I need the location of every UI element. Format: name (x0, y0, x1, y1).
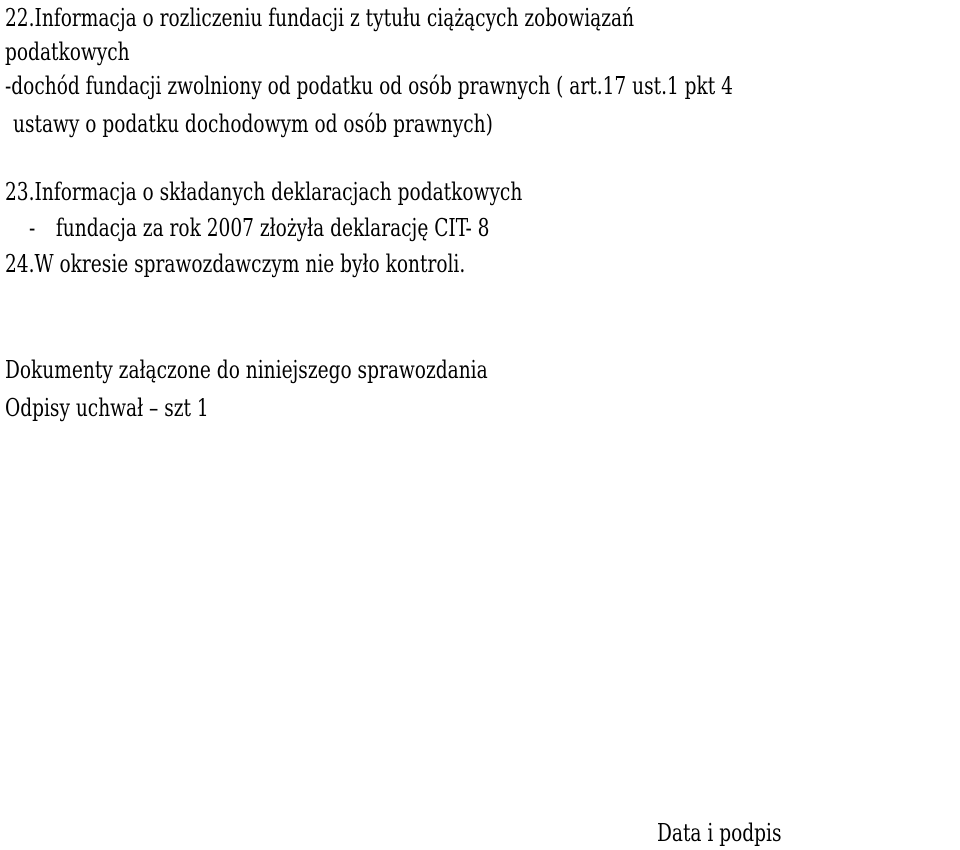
section-22-heading-line-2: podatkowych (5, 38, 130, 66)
attachments-heading: Dokumenty załączone do niniejszego sprawozdania (5, 356, 488, 384)
section-22-body-line-1: -dochód fundacji zwolniony od podatku od osób prawnych ( art.17 ust.1 pkt 4 (5, 72, 733, 100)
section-23-bullet-line (29, 216, 489, 240)
section-23-bullet: - (29, 214, 36, 242)
signature-label: Data i podpis (657, 819, 782, 847)
section-22-body-line-2: ustawy o podatku dochodowym od osób prawnych) (13, 110, 493, 138)
section-24-text: 24.W okresie sprawozdawczym nie było kontroli. (5, 250, 466, 278)
attachments-item: Odpisy uchwał – szt 1 (5, 394, 209, 422)
section-23-heading: 23.Informacja o składanych deklaracjach podatkowych (5, 178, 523, 206)
section-22-heading-line-1: 22.Informacja o rozliczeniu fundacji z tytułu ciążących zobowiązań (5, 4, 635, 32)
section-23-body: fundacja za rok 2007 złożyła deklarację CIT- 8 (55, 214, 490, 242)
